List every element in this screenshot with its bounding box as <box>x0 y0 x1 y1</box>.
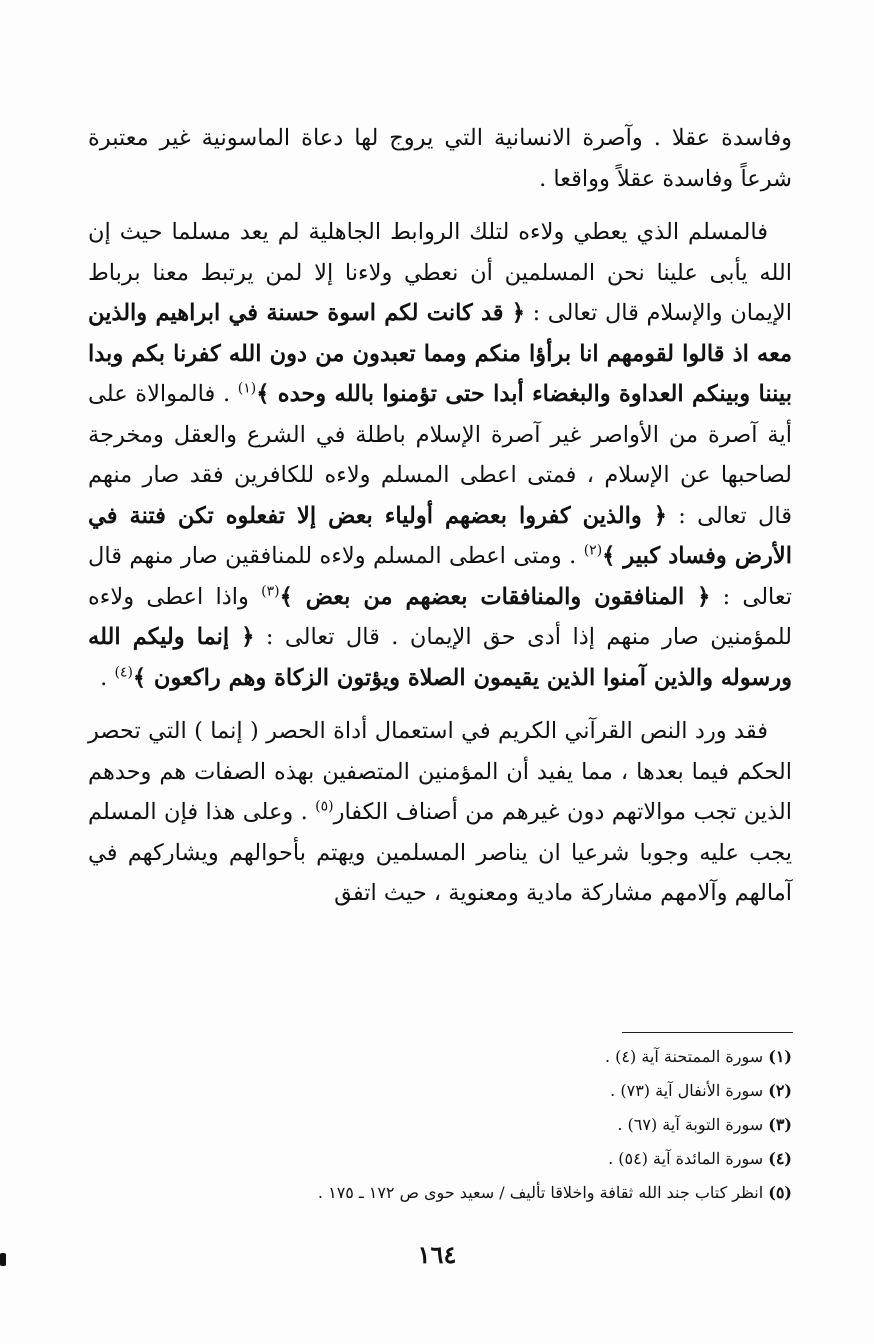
footnote-number: (٢) <box>768 1081 792 1100</box>
footnote-text: سورة التوبة آية (٦٧) . <box>617 1115 764 1134</box>
footnotes <box>192 1040 792 1210</box>
text-segment: . ومتى اعطى المسلم ولاءه للمنافقين صار منهم قال تعالى : <box>88 543 793 610</box>
quran-quote: ﴿ والذين كفروا بعضهم أولياء بعض إلا تفعلوه تكن فتنة في الأرض وفساد كبير ﴾ <box>88 502 793 569</box>
footnote-separator <box>622 1032 793 1033</box>
paragraph-3 <box>88 711 792 914</box>
quran-quote: ﴿ إنما وليكم الله ورسوله والذين آمنوا الذين يقيمون الصلاة ويؤتون الزكاة وهم راكعون ﴾ <box>88 624 792 691</box>
footnote-marker: (٣) <box>261 583 280 599</box>
footnote-2 <box>192 1074 792 1108</box>
body-text <box>88 118 792 914</box>
footnote-marker: (٢) <box>583 542 603 559</box>
footnote-text: انظر كتاب جند الله ثقافة واخلاقا تأليف / سعيد حوى ص ١٧٢ ـ ١٧٥ . <box>317 1183 764 1202</box>
text-segment: فقد ورد النص القرآني الكريم في استعمال أداة الحصر ( إنما ) التي تحصر الحكم فيما بعدها ، مما يفيد أن المؤمنين المتصفين بهذه الصفات هم وحدهم الذين تجب موالاتهم دون غيرهم من أصناف الكفار <box>88 718 792 825</box>
footnote-3 <box>192 1108 792 1142</box>
footnote-marker: (١) <box>237 380 257 397</box>
footnote-number: (٥) <box>768 1183 792 1202</box>
footnote-marker: (٤) <box>114 664 133 680</box>
text-segment: . <box>100 664 115 691</box>
footnote-text: سورة المائدة آية (٥٤) . <box>608 1149 764 1168</box>
text-segment: . فالموالاة على أية آصرة من الأواصر غير آصرة الإسلام باطلة في الشرع والعقل ومخرجة لصاحبها عن الإسلام ، فمتى اعطى المسلم ولاءه للكافرين فقد صار منهم قال تعالى : <box>88 381 792 529</box>
page-number: ١٦٤ <box>417 1240 457 1269</box>
footnote-5 <box>192 1176 792 1210</box>
paragraph-1 <box>88 118 792 199</box>
footnote-text: سورة الأنفال آية (٧٣) . <box>610 1081 764 1100</box>
quran-quote: ﴿ قد كانت لكم اسوة حسنة في ابراهيم والذين معه اذ قالوا لقومهم انا برأؤا منكم ومما تعبدون من دون الله كفرنا بكم وبدا بيننا وبينكم العداوة والبغضاء أبدا حتى تؤمنوا بالله وحده ﴾ <box>88 300 792 407</box>
footnote-number: (٣) <box>768 1115 792 1134</box>
footnote-number: (١) <box>768 1047 792 1066</box>
footnote-1 <box>192 1040 792 1074</box>
scan-edge-mark <box>0 1253 6 1266</box>
text-segment: واذا اعطى ولاءه للمؤمنين صار منهم إذا أدى حق الإيمان . قال تعالى : <box>88 583 792 650</box>
text-segment: وفاسدة عقلا . وآصرة الانسانية التي يروج لها دعاة الماسونية غير معتبرة شرعاً وفاسدة عقلاً وواقعا . <box>88 125 792 192</box>
footnote-number: (٤) <box>768 1149 792 1168</box>
footnote-marker: (٥) <box>315 798 334 815</box>
text-segment: فالمسلم الذي يعطي ولاءه لتلك الروابط الجاهلية لم يعد مسلما حيث إن الله يأبى علينا نحن المسلمين أن نعطي ولاءنا إلا لمن يرتبط معنا برباط الإيمان والإسلام قال تعالى : <box>88 219 792 326</box>
text-segment: . وعلى هذا فإن المسلم يجب عليه وجوبا شرعيا ان يناصر المسلمين ويهتم بأحوالهم ويشاركهم في آمالهم وآلامهم مشاركة مادية ومعنوية ، حيث اتفق <box>88 799 792 906</box>
paragraph-2 <box>88 212 792 698</box>
quran-quote: ﴿ المنافقون والمنافقات بعضهم من بعض ﴾ <box>279 583 711 610</box>
footnote-text: سورة الممتحنة آية (٤) . <box>605 1047 764 1066</box>
footnote-4 <box>192 1142 792 1176</box>
